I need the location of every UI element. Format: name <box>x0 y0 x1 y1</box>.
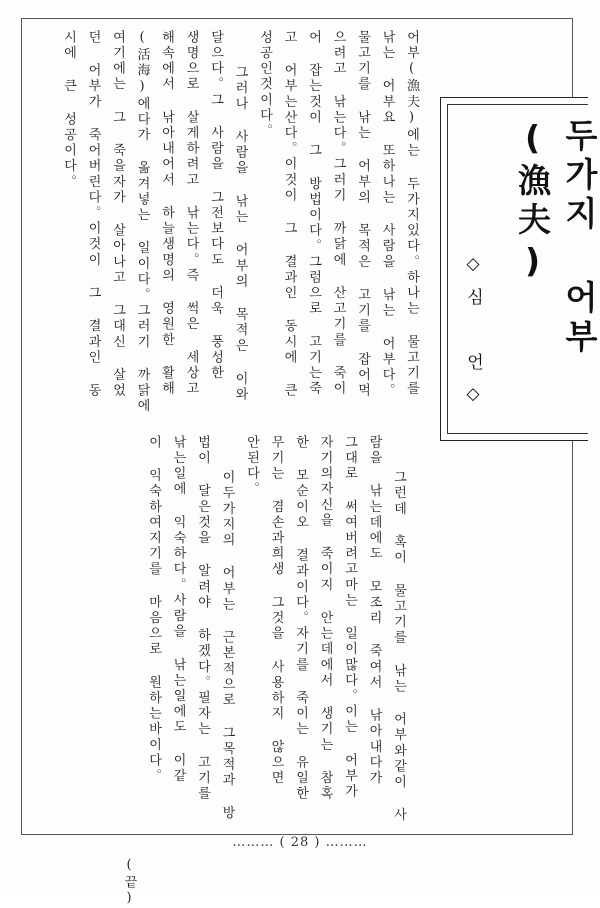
upper-text-block <box>38 30 423 428</box>
text-column: 여기에는 그 죽을자가 살아나고 그대신 살었 <box>110 30 125 399</box>
title-box <box>440 97 599 441</box>
text-column: 자기의자신을 죽이지 안는데에서 생기는 참혹 <box>317 435 333 802</box>
text-column: 이 익숙하여지기를 마음으로 원하는바이다。 <box>146 435 161 785</box>
text-column: 람을 낚는데에도 모조리 죽여서 낚아내다가 <box>366 435 382 787</box>
text-column: (活海)에다가 옮겨넣는 일이다。그러기 까닭에 <box>134 30 150 415</box>
text-column: 해속에서 낚아내어서 하늘생명의 영원한 활해 <box>159 30 174 397</box>
article-title: 두가지 어부(漁夫) <box>513 118 599 358</box>
text-column: 낚는 어부요 또하나는 사람을 낚는 어부다。 <box>379 30 395 399</box>
text-column: 던 어부가 죽어버린다。이것이 그 결과인 동 <box>85 30 101 399</box>
text-column: 한 모순이오 결과이다。자기를 죽이는 유일한 <box>293 435 308 802</box>
text-column: 그대로 써여버려고마는 일이많다。이는 어부가 <box>342 435 357 800</box>
text-column: 안된다。 <box>244 435 259 498</box>
text-column: 물고기를 낚는 어부의 목적은 고기를 잡어먹 <box>355 30 370 399</box>
text-column: 법이 달은것을 알려야 하겠다。필자는 고기를 <box>195 435 210 802</box>
text-column: 그런데 혹이 물고기를 낚는 어부와같이 사 <box>391 435 406 824</box>
text-column: 달으다。그 사람을 그전보다도 더욱 풍성한 <box>208 30 223 382</box>
text-column: 성공인것이다。 <box>257 30 272 140</box>
text-column: (끝) <box>121 435 137 908</box>
text-column: 시에 큰 성공이다。 <box>61 30 76 190</box>
text-column: 어 잡는것이 그 방법이다。그럼으로 고기는죽 <box>306 30 321 397</box>
text-column: 이두가지의 어부는 근본적으로 그목적과 방 <box>219 435 235 822</box>
text-column: 그러나 사람을 낚는 어부의 목적은 이와 <box>232 30 248 403</box>
page-number: ……… ( 28 ) ……… <box>232 835 368 850</box>
text-column: 생명으로 살게하려고 낚는다。즉 썩은 세상고 <box>183 30 199 397</box>
text-column: 무기는 겸손과희생 그것을 사용하지 않으면 <box>268 435 284 787</box>
text-column: 낚는일에 익숙하다。사람을 낚는일에도 이같 <box>170 435 186 785</box>
text-column: 어부(漁夫)에는 두가지있다。하나는 물고기를 <box>404 30 419 397</box>
text-column: 고 어부는산다。이것이 그 결과인 동시에 큰 <box>281 30 297 399</box>
author-name: ◇심 언◇ <box>463 254 483 418</box>
text-column: 으려고 낚는다。그러기 까닭에 산고기를 죽이 <box>330 30 346 397</box>
